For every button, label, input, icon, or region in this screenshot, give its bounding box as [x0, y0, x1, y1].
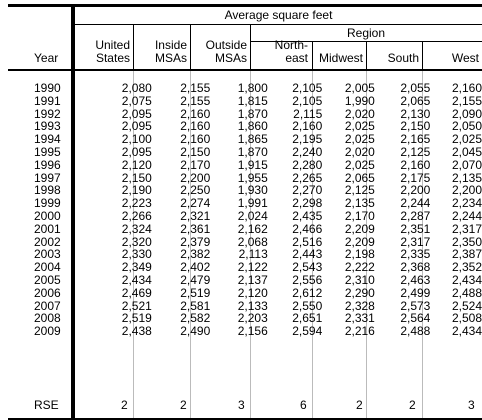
table-cell: 2,095 [121, 106, 152, 121]
table-cell: 2,317 [451, 221, 482, 236]
table-cell: 2,025 [451, 132, 482, 147]
table-cell: 2,582 [180, 311, 211, 326]
rse-value: 3 [468, 398, 475, 412]
table-cell: 2,382 [180, 247, 211, 262]
table-cell: 2,435 [292, 208, 323, 223]
table-cell: 2,209 [344, 234, 375, 249]
table-cell: 2,387 [451, 247, 482, 262]
table-cell: 2,287 [400, 208, 431, 223]
table-cell: 1,865 [237, 132, 268, 147]
table-cell: 2,488 [451, 285, 482, 300]
table-cell: 2,274 [180, 196, 211, 211]
table-cell: 2,200 [451, 183, 482, 198]
table-cell: 2,351 [400, 221, 431, 236]
table-cell: 2,024 [237, 208, 268, 223]
table-row [10, 159, 482, 172]
table-cell: 2,133 [237, 298, 268, 313]
table-cell: 2,519 [121, 311, 152, 326]
table-cell: 2,025 [344, 119, 375, 134]
table-cell: 2,270 [292, 183, 323, 198]
rse-value: 2 [180, 398, 187, 412]
table-cell: 2,490 [180, 324, 211, 339]
table-cell: 2,556 [292, 272, 323, 287]
row-year: 1996 [34, 157, 61, 172]
table-cell: 2,521 [121, 298, 152, 313]
table-cell: 2,310 [344, 272, 375, 287]
table-cell: 2,070 [451, 157, 482, 172]
row-year: 1993 [34, 119, 61, 134]
table-row [10, 274, 482, 287]
table-cell: 2,463 [400, 272, 431, 287]
table-cell: 2,065 [400, 93, 431, 108]
table-cell: 2,234 [451, 196, 482, 211]
table-cell: 2,434 [121, 272, 152, 287]
table-cell: 2,240 [292, 144, 323, 159]
table-cell: 2,321 [180, 208, 211, 223]
table-cell: 2,120 [237, 285, 268, 300]
table-cell: 2,328 [344, 298, 375, 313]
table-cell: 2,651 [292, 311, 323, 326]
table-cell: 2,266 [121, 208, 152, 223]
table-row [10, 325, 482, 338]
table-cell: 2,190 [121, 183, 152, 198]
table-cell: 2,443 [292, 247, 323, 262]
table-cell: 2,025 [344, 157, 375, 172]
table-cell: 2,499 [400, 285, 431, 300]
col-header-west: West [451, 51, 479, 65]
table-cell: 2,155 [180, 81, 211, 95]
table-cell: 2,135 [451, 170, 482, 185]
table-cell: 2,198 [344, 247, 375, 262]
table-cell: 2,170 [344, 208, 375, 223]
table-cell: 2,479 [180, 272, 211, 287]
row-year: 2004 [34, 260, 61, 275]
header-bottom-rule [8, 69, 482, 71]
data-table [10, 82, 482, 338]
table-cell: 2,488 [400, 324, 431, 339]
table-cell: 2,195 [292, 132, 323, 147]
table-cell: 2,368 [400, 260, 431, 275]
table-cell: 2,200 [400, 183, 431, 198]
table-cell: 2,160 [292, 119, 323, 134]
table-cell: 2,165 [400, 132, 431, 147]
table-cell: 2,005 [344, 81, 375, 95]
row-year: 2002 [34, 234, 61, 249]
row-year: 1997 [34, 170, 61, 185]
table-cell: 2,150 [400, 119, 431, 134]
table-cell: 2,466 [292, 221, 323, 236]
table-cell: 2,156 [237, 324, 268, 339]
table-cell: 1,990 [344, 93, 375, 108]
table-row [10, 82, 482, 95]
table-cell: 2,280 [292, 157, 323, 172]
row-year: 1995 [34, 144, 61, 159]
col-header-inside-msas: Inside MSAs [154, 38, 187, 65]
table-cell: 2,543 [292, 260, 323, 275]
table-cell: 2,402 [180, 260, 211, 275]
table-cell: 2,175 [400, 170, 431, 185]
table-row [10, 95, 482, 108]
region-header-label: Region [346, 26, 386, 40]
table-cell: 2,330 [121, 247, 152, 262]
table-cell: 2,581 [180, 298, 211, 313]
table-cell: 2,100 [121, 132, 152, 147]
table-cell: 2,045 [451, 144, 482, 159]
rse-label: RSE [34, 398, 59, 412]
table-cell: 1,815 [237, 93, 268, 108]
col-header-united-states: United States [95, 38, 130, 65]
table-cell: 2,130 [400, 106, 431, 121]
table-cell: 2,298 [292, 196, 323, 211]
row-year: 2003 [34, 247, 61, 262]
table-cell: 1,870 [237, 144, 268, 159]
row-year: 1994 [34, 132, 61, 147]
table-cell: 2,125 [344, 183, 375, 198]
table-cell: 1,955 [237, 170, 268, 185]
rse-value: 2 [409, 398, 416, 412]
table-cell: 1,930 [237, 183, 268, 198]
table-cell: 2,135 [344, 196, 375, 211]
row-year: 2009 [34, 324, 61, 339]
table-cell: 2,564 [400, 311, 431, 326]
row-year: 1990 [34, 81, 61, 95]
table-cell: 2,469 [121, 285, 152, 300]
table-cell: 2,095 [121, 144, 152, 159]
table-cell: 2,105 [292, 93, 323, 108]
table-cell: 2,265 [292, 170, 323, 185]
table-cell: 2,020 [344, 144, 375, 159]
row-year: 2005 [34, 272, 61, 287]
table-cell: 2,150 [180, 144, 211, 159]
table-row [10, 146, 482, 159]
table-cell: 2,209 [344, 221, 375, 236]
table-cell: 2,160 [400, 157, 431, 172]
table-cell: 2,331 [344, 311, 375, 326]
col-header-south: South [387, 51, 419, 65]
table-cell: 2,115 [293, 106, 323, 121]
table-cell: 2,160 [180, 119, 211, 134]
row-year: 1992 [34, 106, 61, 121]
table-cell: 2,160 [180, 132, 211, 147]
table-cell: 2,200 [180, 170, 211, 185]
table-cell: 2,160 [451, 81, 482, 95]
table-cell: 2,516 [292, 234, 323, 249]
table-cell: 2,550 [292, 298, 323, 313]
table-cell: 2,105 [292, 81, 323, 95]
table-cell: 2,244 [400, 196, 431, 211]
table-cell: 1,915 [237, 157, 268, 172]
group-header-label: Average square feet [224, 8, 333, 22]
row-year: 2007 [34, 298, 61, 313]
table-cell: 1,870 [237, 106, 268, 121]
table-cell: 2,524 [451, 298, 482, 313]
col-header-outside-msas: Outside MSAs [205, 38, 247, 65]
table-cell: 2,290 [344, 285, 375, 300]
table-cell: 2,244 [451, 208, 482, 223]
table-cell: 2,350 [451, 234, 482, 249]
table-cell: 2,162 [237, 221, 268, 236]
table-cell: 2,068 [237, 234, 268, 249]
row-year: 1991 [34, 93, 61, 108]
data-table-body [10, 82, 482, 338]
table-cell: 1,800 [237, 81, 268, 95]
table-cell: 2,434 [451, 324, 482, 339]
row-year: 2001 [34, 221, 61, 236]
rse-value: 6 [300, 398, 307, 412]
table-cell: 2,434 [451, 272, 482, 287]
group-header-rule [75, 24, 482, 25]
table-cell: 2,155 [180, 93, 211, 108]
table-cell: 2,080 [121, 81, 152, 95]
table-cell: 2,065 [344, 170, 375, 185]
table-cell: 2,612 [292, 285, 323, 300]
rse-value: 2 [356, 398, 363, 412]
row-year: 1998 [34, 183, 61, 198]
table-row [10, 287, 482, 300]
table-cell: 2,216 [344, 324, 375, 339]
table-cell: 2,573 [400, 298, 431, 313]
top-rule [8, 4, 482, 7]
table-cell: 1,991 [237, 196, 268, 211]
table-cell: 2,150 [121, 170, 152, 185]
table-cell: 2,170 [180, 157, 211, 172]
table-cell: 2,317 [400, 234, 431, 249]
table-cell: 2,113 [238, 247, 268, 262]
table-cell: 2,095 [121, 119, 152, 134]
rse-value: 3 [238, 398, 245, 412]
col-header-northeast: North- east [274, 38, 308, 65]
table-cell: 2,324 [121, 221, 152, 236]
table-cell: 2,222 [344, 260, 375, 275]
table-cell: 2,223 [121, 196, 152, 211]
table-cell: 1,860 [237, 119, 268, 134]
table-cell: 2,250 [180, 183, 211, 198]
table-cell: 2,122 [237, 260, 268, 275]
row-year: 2000 [34, 208, 61, 223]
table-row [10, 223, 482, 236]
table-cell: 2,594 [292, 324, 323, 339]
table-cell: 2,025 [344, 132, 375, 147]
table-row [10, 210, 482, 223]
table-cell: 2,050 [451, 119, 482, 134]
col-header-midwest: Midwest [318, 51, 363, 65]
table-cell: 2,055 [400, 81, 431, 95]
row-year: 2008 [34, 311, 61, 326]
table-cell: 2,160 [180, 106, 211, 121]
table-cell: 2,155 [451, 93, 482, 108]
table-cell: 2,519 [180, 285, 211, 300]
row-year: 1999 [34, 196, 61, 211]
row-year: 2006 [34, 285, 61, 300]
table-cell: 2,349 [121, 260, 152, 275]
table-cell: 2,335 [400, 247, 431, 262]
table-cell: 2,020 [344, 106, 375, 121]
table-cell: 2,203 [237, 311, 268, 326]
table-cell: 2,320 [121, 234, 152, 249]
table-cell: 2,379 [180, 234, 211, 249]
table-cell: 2,125 [400, 144, 431, 159]
table-cell: 2,090 [451, 106, 482, 121]
table-cell: 2,075 [121, 93, 152, 108]
table-cell: 2,361 [180, 221, 211, 236]
table-cell: 2,508 [451, 311, 482, 326]
stub-header-year: Year [34, 51, 59, 65]
rse-value: 2 [121, 398, 128, 412]
table-cell: 2,120 [121, 157, 152, 172]
table-cell: 2,352 [451, 260, 482, 275]
table-cell: 2,438 [121, 324, 152, 339]
table-cell: 2,137 [237, 272, 268, 287]
